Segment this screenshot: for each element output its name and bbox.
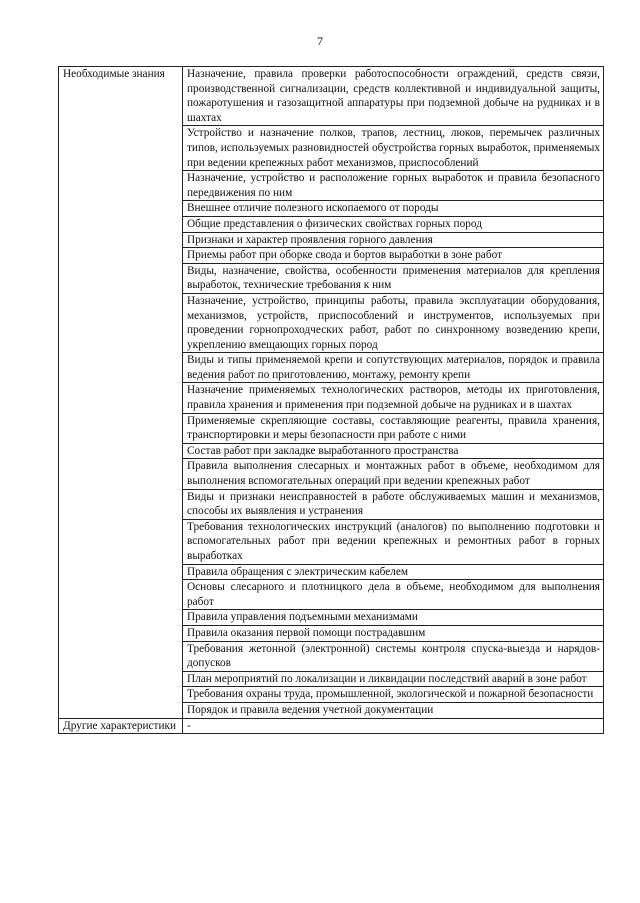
requirement-item: Правила выполнения слесарных и монтажных работ в объеме, необходимом для выполнения вспомогательных операций при ведении крепежных работ [183, 459, 604, 489]
requirement-item: Правила оказания первой помощи пострадавшим [183, 625, 604, 641]
table-row [59, 67, 604, 126]
requirement-item: Требования жетонной (электронной) системы контроля спуска-выезда и нарядов-допусков [183, 641, 604, 671]
requirement-item: Состав работ при закладке выработанного пространства [183, 443, 604, 459]
requirement-item: Устройство и назначение полков, трапов, лестниц, люков, перемычек различных типов, используемых разновидностей обустройства горных выработок, применяемых при ведении крепежных работ механизмов, приспособлений [183, 126, 604, 171]
requirement-item: Общие представления о физических свойствах горных пород [183, 216, 604, 232]
requirement-item: Правила обращения с электрическим кабелем [183, 564, 604, 580]
requirement-item: Назначение, устройство, принципы работы, правила эксплуатации оборудования, механизмов, устройств, приспособлений и инструментов, используемых при проведении горнопроходческих работ, работ по синхронному возведению крепи, укреплению вмещающих горных пород [183, 293, 604, 352]
section-label: Другие характеристики [59, 718, 183, 734]
page-number: 7 [317, 34, 323, 48]
requirement-item: - [183, 718, 604, 734]
requirement-item: Назначение, устройство и расположение горных выработок и правила безопасного передвижения по ним [183, 171, 604, 201]
requirement-item: Требования технологических инструкций (аналогов) по выполнению подготовки и вспомогательных работ при ведении крепежных и ремонтных работ в горных выработках [183, 519, 604, 564]
section-label: Необходимые знания [59, 67, 183, 719]
requirement-item: Приемы работ при оборке свода и бортов выработки в зоне работ [183, 248, 604, 264]
requirement-item: Назначение применяемых технологических растворов, методы их приготовления, правила хранения и применения при подземной добыче на рудниках и в шахтах [183, 383, 604, 413]
requirement-item: План мероприятий по локализации и ликвидации последствий аварий в зоне работ [183, 671, 604, 687]
requirement-item: Применяемые скрепляющие составы, составляющие реагенты, правила хранения, транспортировки и меры безопасности при работе с ними [183, 413, 604, 443]
requirement-item: Правила управления подъемными механизмами [183, 610, 604, 626]
requirement-item: Требования охраны труда, промышленной, экологической и пожарной безопасности [183, 687, 604, 703]
requirement-item: Виды и признаки неисправностей в работе обслуживаемых машин и механизмов, способы их выявления и устранения [183, 489, 604, 519]
requirement-item: Признаки и характер проявления горного давления [183, 232, 604, 248]
requirement-item: Основы слесарного и плотницкого дела в объеме, необходимом для выполнения работ [183, 580, 604, 610]
requirements-table [58, 66, 604, 734]
requirement-item: Виды, назначение, свойства, особенности применения материалов для крепления выработок, технические требования к ним [183, 263, 604, 293]
requirement-item: Назначение, правила проверки работоспособности ограждений, средств связи, производственной сигнализации, средств коллективной и индивидуальной защиты, пожаротушения и газозащитной аппаратуры при подземной добыче на рудниках и в шахтах [183, 67, 604, 126]
requirement-item: Порядок и правила ведения учетной документации [183, 702, 604, 718]
table-row [59, 718, 604, 734]
requirement-item: Внешнее отличие полезного ископаемого от породы [183, 201, 604, 217]
requirement-item: Виды и типы применяемой крепи и сопутствующих материалов, порядок и правила ведения работ по приготовлению, монтажу, ремонту крепи [183, 353, 604, 383]
